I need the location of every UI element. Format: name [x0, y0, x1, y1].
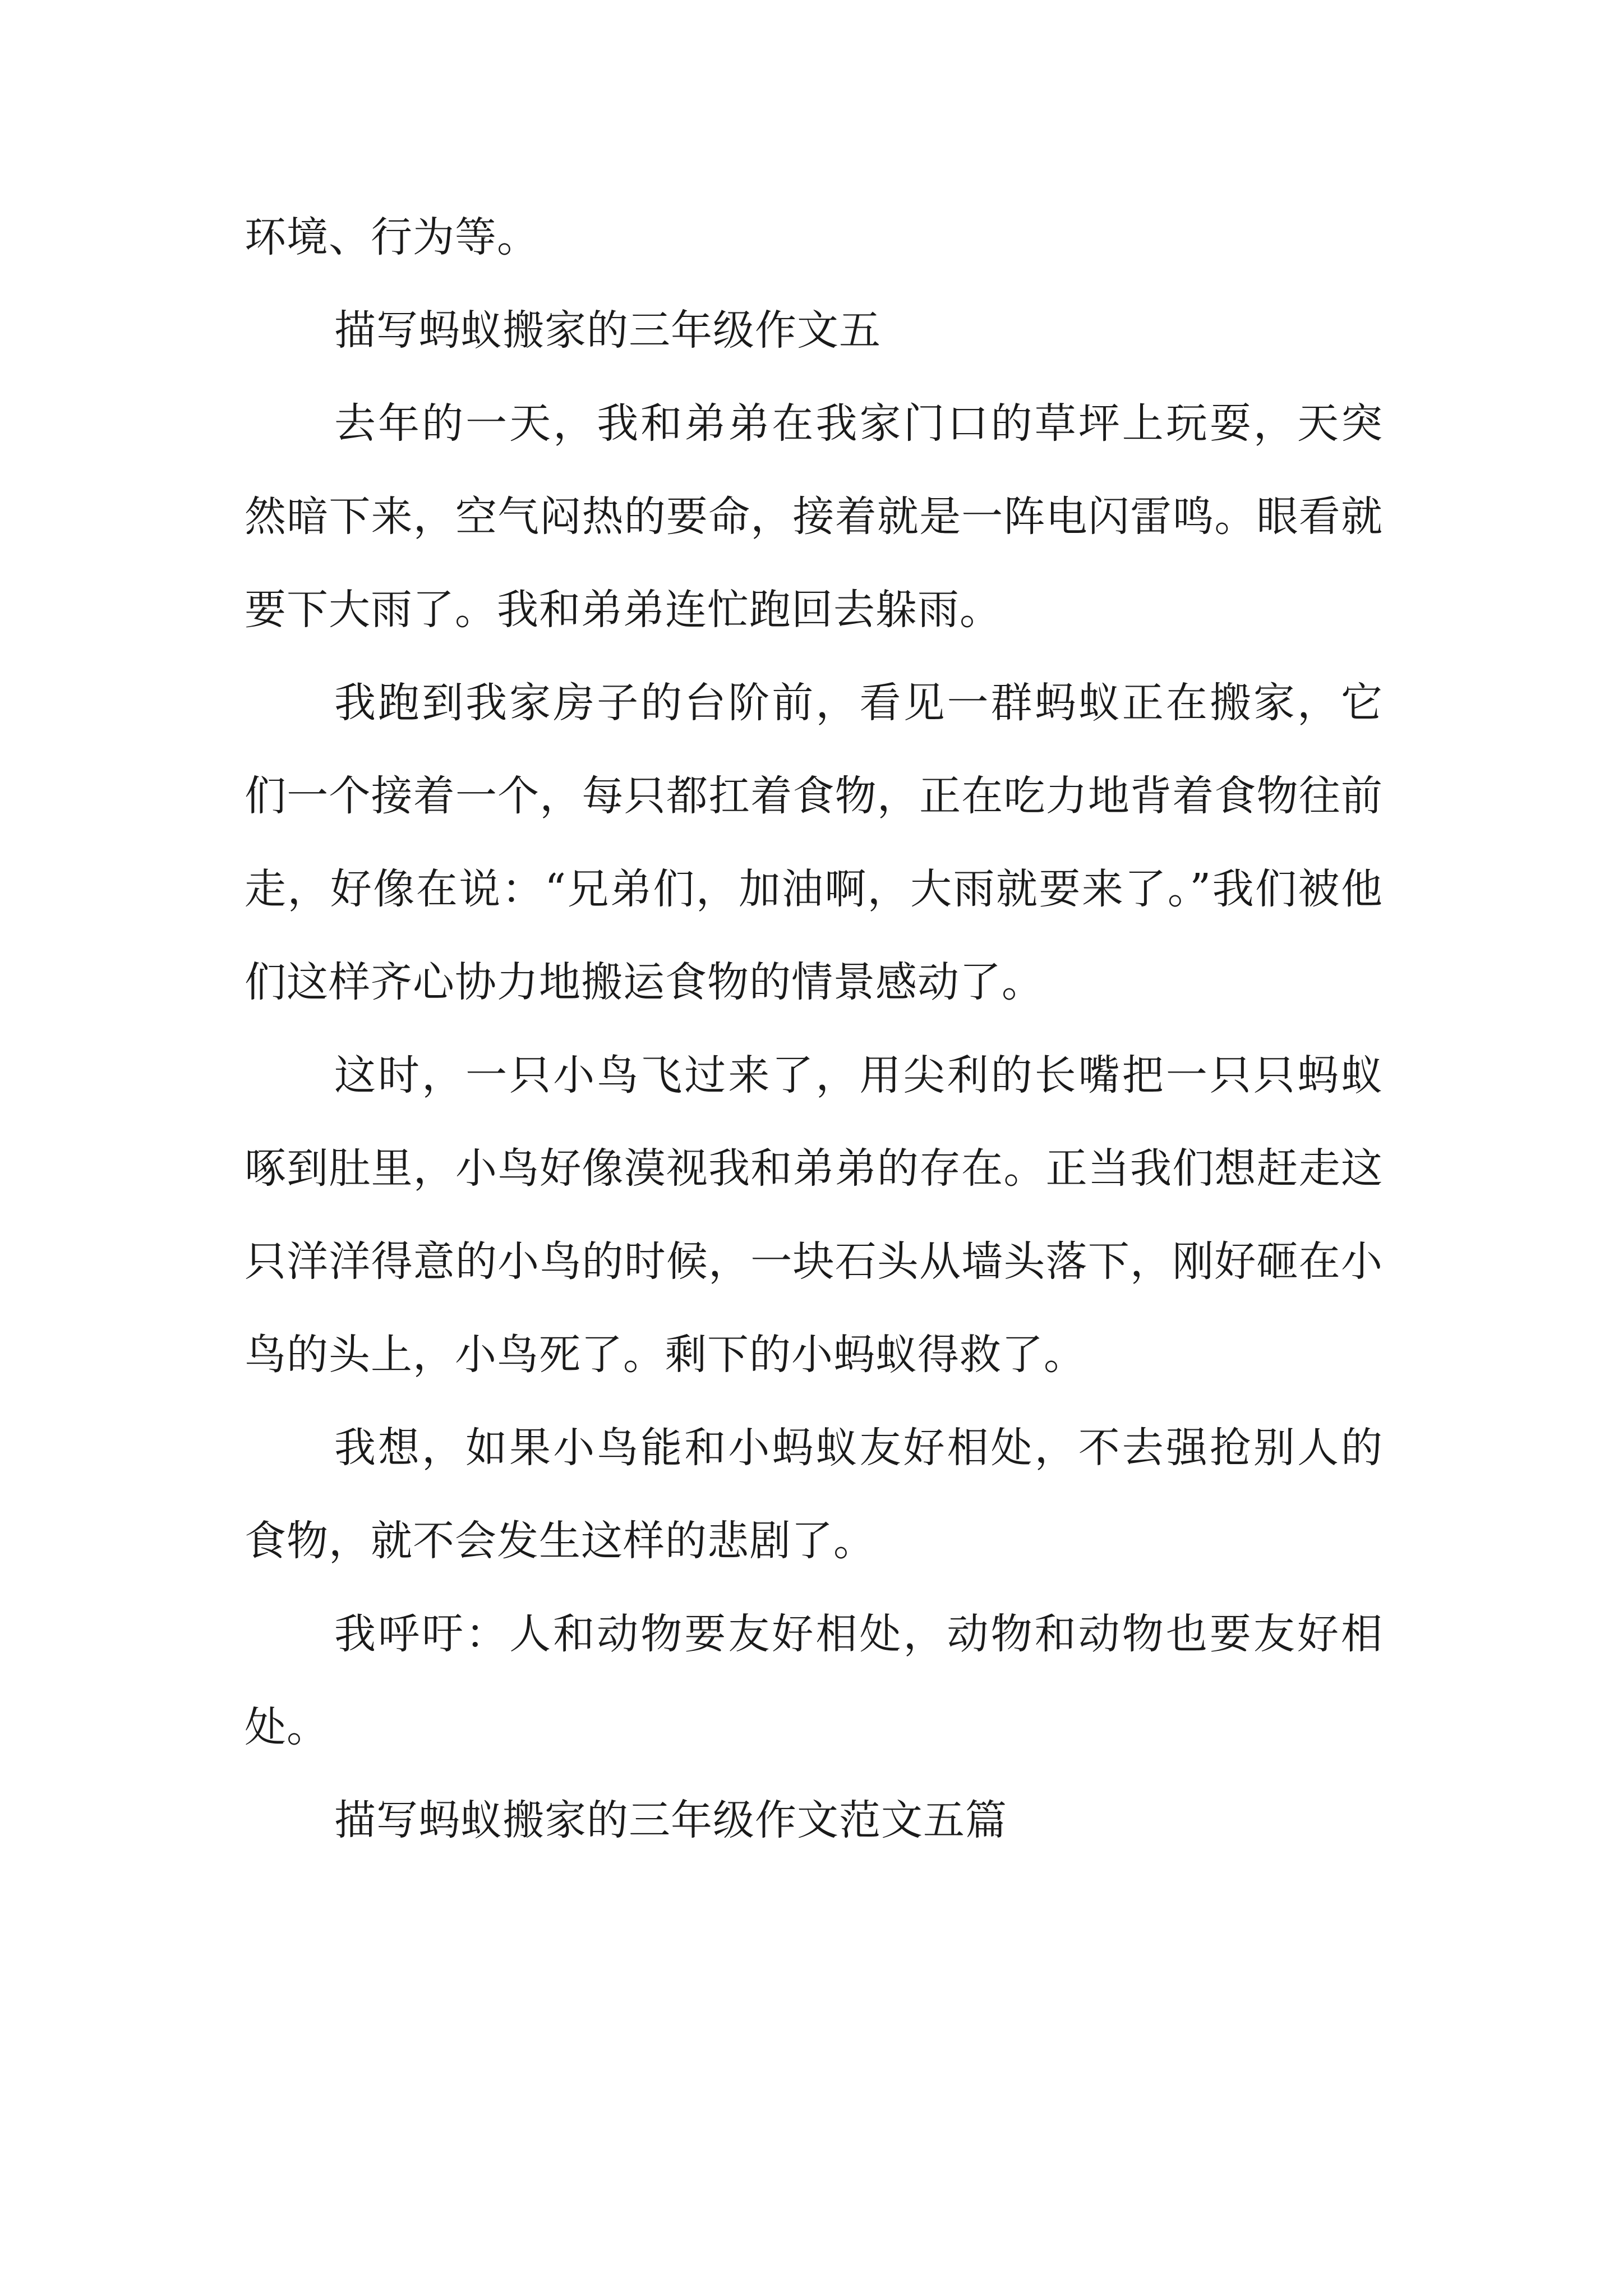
paragraph-6: 我呼吁：人和动物要友好相处，动物和动物也要友好相处。	[245, 1610, 1383, 1751]
paragraph-1: 环境、行为等。	[245, 213, 539, 261]
paragraph-2: 去年的一天，我和弟弟在我家门口的草坪上玩耍，天突然暗下来，空气闷热的要命，接着就是一阵电闪雷鸣。眼看就要下大雨了。我和弟弟连忙跑回去躲雨。	[245, 399, 1383, 634]
paragraph-4: 这时，一只小鸟飞过来了，用尖利的长嘴把一只只蚂蚁啄到肚里，小鸟好像漠视我和弟弟的存在。正当我们想赶走这只洋洋得意的小鸟的时候，一块石头从墙头落下，刚好砸在小鸟的头上，小鸟死了。剩下的小蚂蚁得救了。	[245, 1051, 1383, 1379]
paragraph-3: 我跑到我家房子的台阶前，看见一群蚂蚁正在搬家，它们一个接着一个，每只都扛着食物，正在吃力地背着食物往前走，好像在说：“兄弟们，加油啊，大雨就要来了。”我们被他们这样齐心协力地搬运食物的情景感动了。	[245, 679, 1383, 1006]
document-body	[245, 191, 1383, 1867]
paragraph-5: 我想，如果小鸟能和小蚂蚁友好相处，不去强抢别人的食物，就不会发生这样的悲剧了。	[245, 1424, 1383, 1565]
section-heading: 描写蚂蚁搬家的三年级作文五	[334, 306, 881, 355]
closing-title: 描写蚂蚁搬家的三年级作文范文五篇	[334, 1796, 1007, 1844]
